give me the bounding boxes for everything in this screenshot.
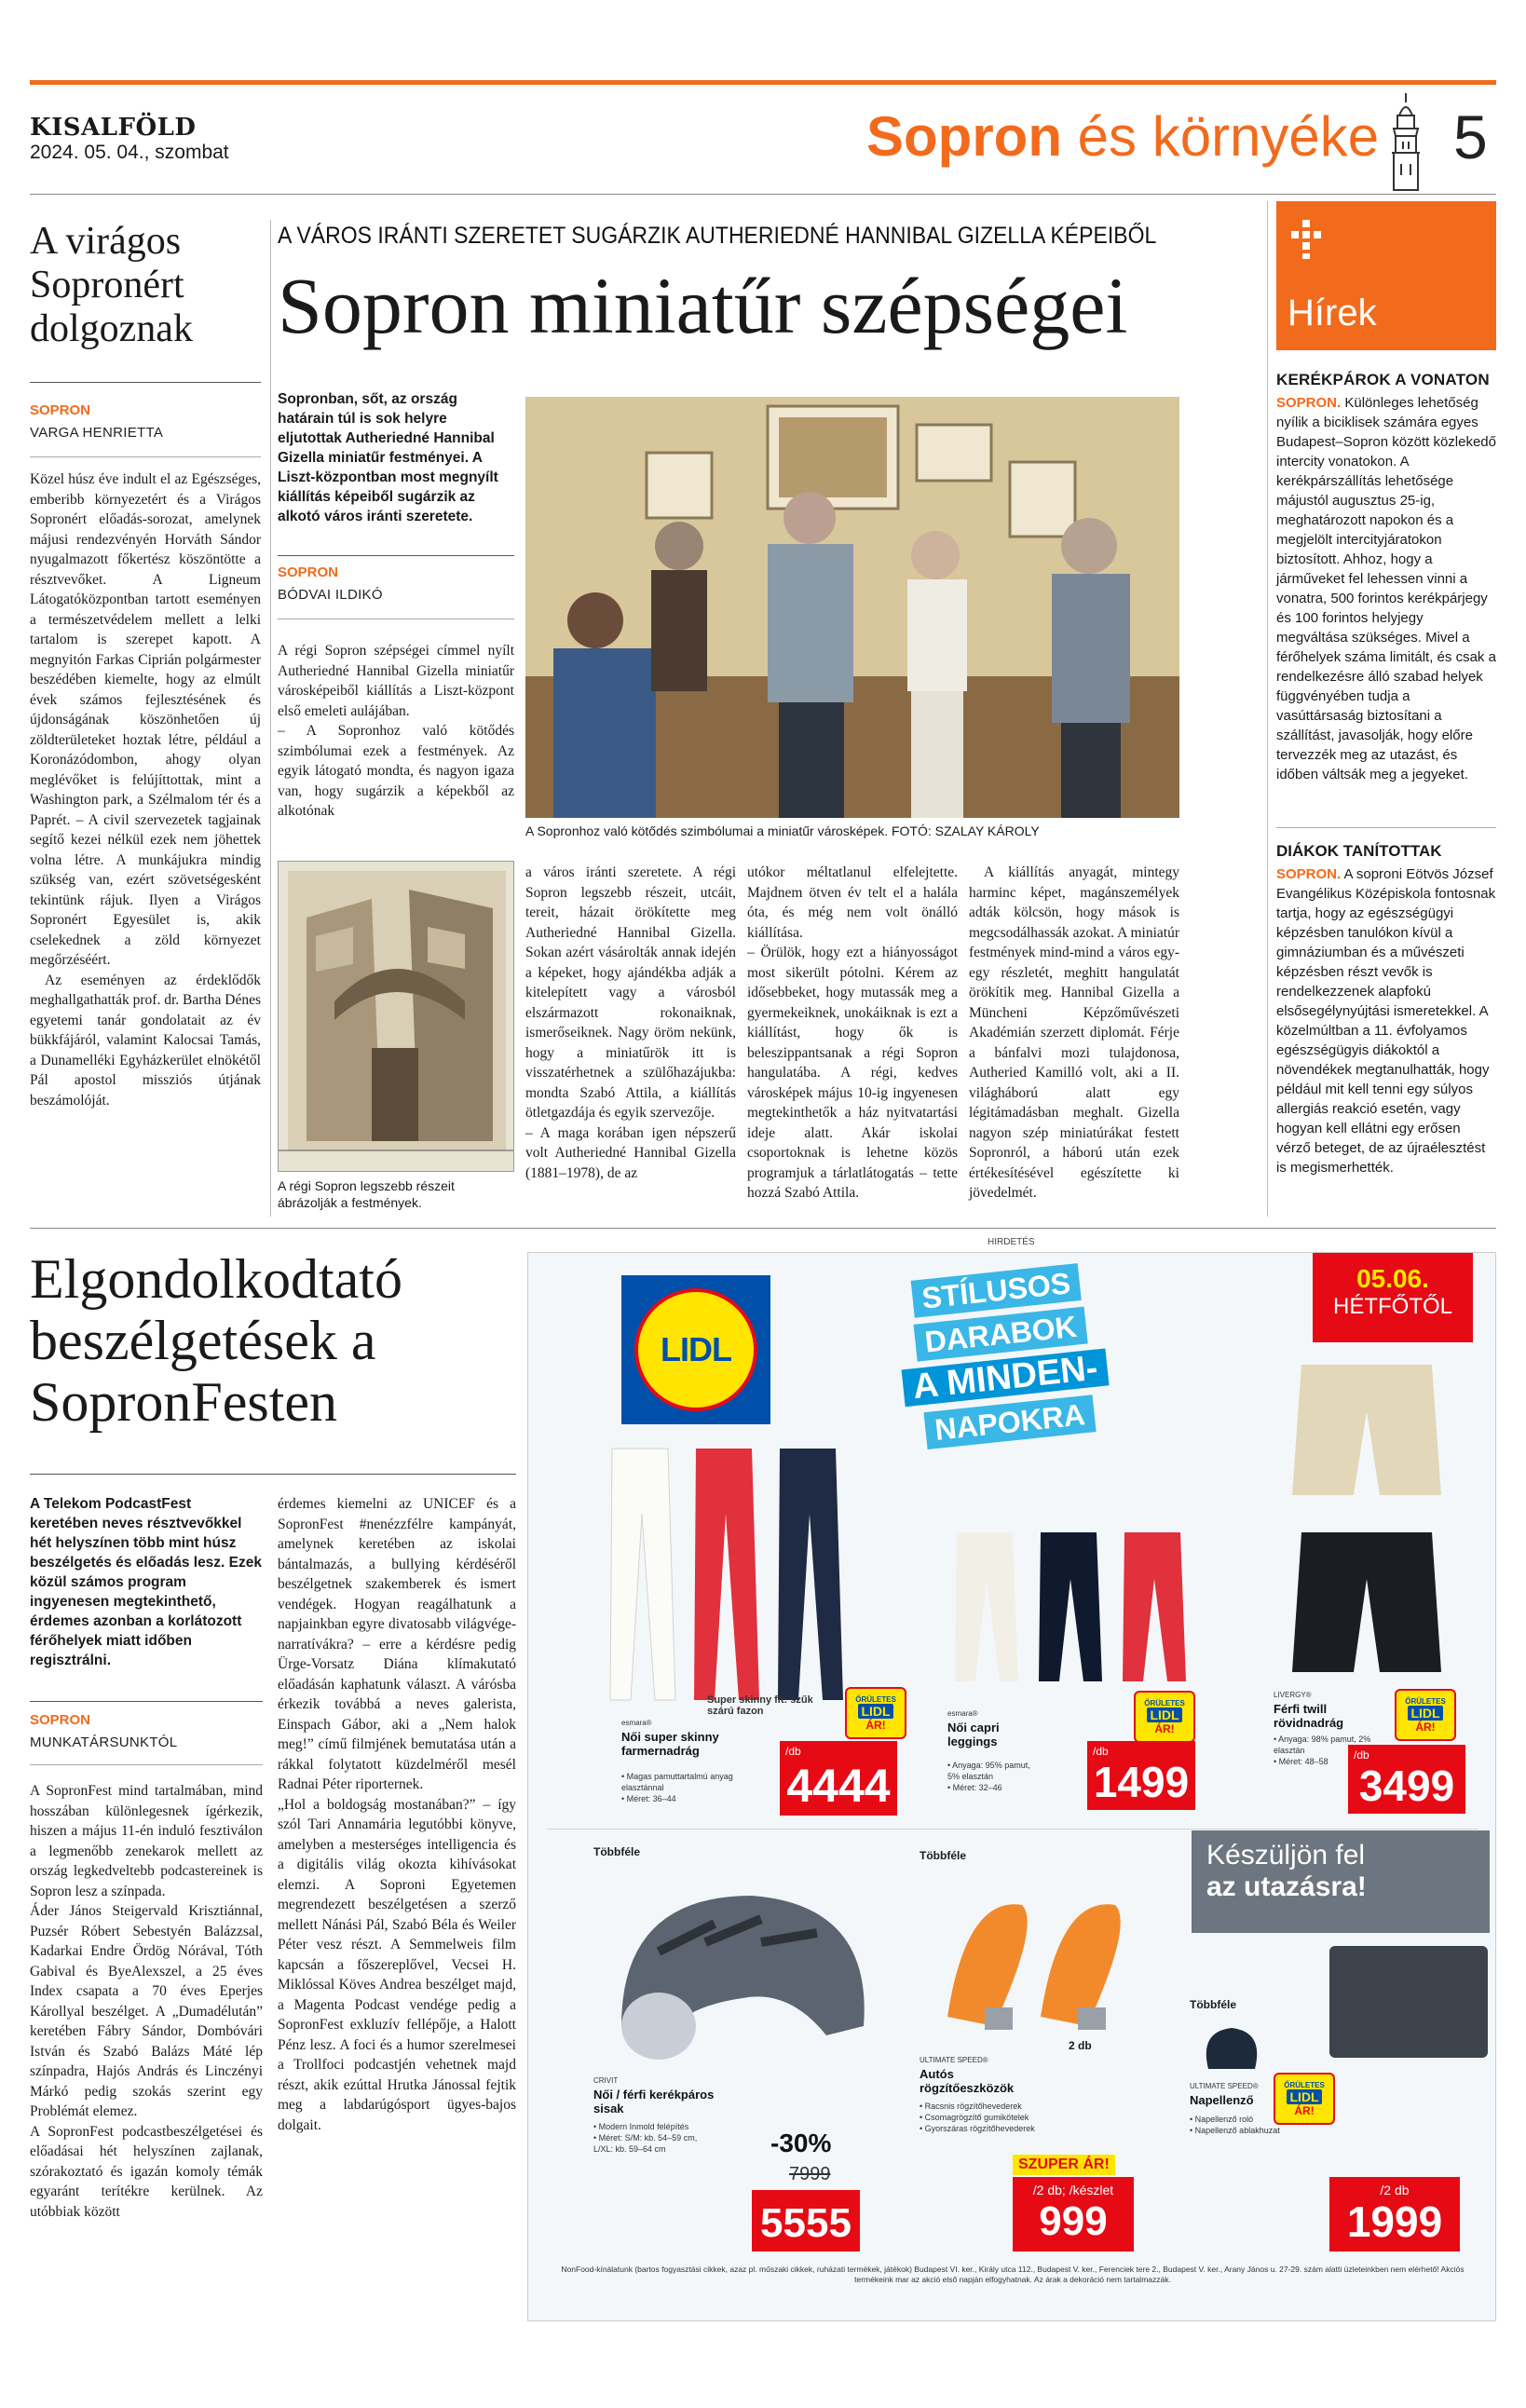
sidebar-item-1-heading: KERÉKPÁROK A VONATON [1276,371,1490,388]
shorts-name: Férfi twill rövidnadrág [1274,1702,1344,1730]
firewatch-tower-icon [1377,89,1435,194]
sunshade-name: Napellenző [1190,2093,1254,2107]
sidebar-item-1-city: SOPRON. [1276,395,1342,411]
ad-day: HÉTFŐTŐL [1332,1294,1452,1319]
straps-brand: ULTIMATE SPEED® [920,2056,988,2064]
shorts-price: 3499 [1358,1762,1455,1810]
straps-price-box [1013,2177,1134,2252]
ad-slogan [874,1259,1133,1460]
sunshade-details: • Napellenző roló • Napellenző ablakhuzat [1190,2115,1280,2135]
helmet-image [603,1868,882,2073]
top-rule [30,80,1496,85]
left-article-title: A virágos Sopronért dolgoznak [30,220,193,350]
section-title [866,104,1379,170]
painting-image [278,861,514,1172]
badge-jeans-line1: ŐRÜLETES [855,1694,896,1704]
jeans-brand: esmara® [621,1719,652,1727]
leggings-image [938,1523,1218,1700]
telekom-icon [1288,218,1325,261]
main-kicker: A VÁROS IRÁNTI SZERETET SUGÁRZIK AUTHERIEDNÉ HANNIBAL GIZELLA KÉPEIBŐL [278,223,1157,249]
straps-super: SZUPER ÁR! [1013,2155,1115,2175]
straps-name: Autós rögzítőeszközök [920,2067,1015,2095]
main-title: Sopron miniatűr szépségei [278,261,1128,350]
sidebar-news-header [1276,201,1496,350]
masthead: KISALFÖLD [30,114,197,142]
helmet-price: 5555 [760,2200,852,2246]
slogan-line-1: STÍLUSOS [911,1263,1082,1318]
section-title-light: és környéke [1061,105,1380,168]
travel-banner [1192,1830,1490,1933]
badge-leggings-line2: LIDL [1147,1707,1181,1722]
sidebar-item-1-text: Különleges lehetőség nyílik a biciklisek számára egyes Budapest–Sopron között közlekedő intercity vonatokon. A kerékpárszállítás lehetősége májustól augusztus 25-ig, meghatározott napokon és a megjelölt intercityjáratokon biztosított. Ahhoz, hogy a járműveket fel lehessen vinni a vonatra, 500 forintos kerékpárjegy és 100 forintos helyjegy megváltása szükséges. Mivel a férőhelyek száma limitált, és csak a rendelkezésre álló szabad helyek függvényében tudja a vasúttársaság biztosítani a szállítást, javasolják, hogy előre tervezzék meg az utazást, és időben váltsák meg a jegyeket. [1276,395,1496,782]
straps-qty: 2 db [1069,2039,1092,2052]
sidebar-item-2-text: A soproni Eötvös József Evangélikus Középiskola fontosnak tartja, hogy az egészségügyi képzésben tanulókon kívül a gimnáziumban és a művészeti képzésben részt vevők is rendelkezzenek alapfokú elsősegélynyújtási ismeretekkel. A közelmúltban a 11. évfolyamos egészségügyis diákoktól a növendékek megtanulhatták, hogy például mit kell tenni egy súlyos allergiás reakció esetén, vagy hogyan kell ellátni egy erősen vérző beteget, de az újraélesztést is megismerhették. [1276,866,1496,1176]
slogan-line-2: DARABOK [914,1307,1088,1362]
left-article-body [30,469,261,1110]
jeans-price: 4444 [786,1760,891,1812]
badge-jeans [845,1687,906,1739]
badge-shorts [1395,1689,1456,1741]
main-col2: a város iránti szeretete. A régi Sopron legszebb részeit, utcáit, tereit, házait örökítette meg Autheriedné Hannibal Gizella. Sokan azért vásárolták annak idején a képeket, hogy ajándékba adják a kitelepített vagy a városból elszármazott rokonaiknak, ismerőseiknek. Nagy öröm nekünk, hogy a miniatűrök itt is visszatérhetnek a szülőhazájukba: mondta Szabó Attila, a kiállítás ötletgazdája és egyik szervezője. – A maga korában igen népszerű volt Autheriedné Hannibal Gizella (1881–1978), de az [525,864,736,1181]
sunshade-brand: ULTIMATE SPEED® [1190,2082,1259,2090]
shorts-image [1264,1355,1469,1691]
left-article-city: SOPRON [30,402,91,418]
sidebar-item-1-body [1276,393,1496,784]
badge-sunshade-line2: LIDL [1287,2089,1321,2104]
left-title-rule [30,382,261,383]
bottom-col2: érdemes kiemelni az UNICEF és a SopronFest #nenézzfélre kampányát, amelynek keretében az iskolai bántalmazás, a bullying kérdéséről beszélgetnek szakemberek és ismert vendégek. Hogyan reagálhatunk a napjainkban egyre divatosabb világvége-narratívákra? – erre a kérdésre pedig Ürge-Vorsatz Diána klímakutató előadásán kaphatunk választ. A várósba érkezik továbbá a neves galerista, Einspach Gábor, aki a „Nem halok meg!” című filmjének bemutatása után a rákkal folytatott küzdelméről mesél Radnai Péter riporternek. „Hol a boldogság mostanában?” – így szól Tari Annamária legutóbbi könyve, amelyben a mesterséges intelligencia és a digitális világ okozta kihívásokat elemzi. A Soproni Egyetemen megrendezett beszélgetésen a szerző mellett Nánási Pál, Szabó Béla és Weiler Péter vesz részt. A Semmelweis film kapcsán a főszereplővel, Vecsei H. Miklóssal Köves Andrea beszélget majd, a Magenta Podcast vendége pedig a SopronFest exkluzív fellépője, a Halott Pénz lesz. A foci és a humor szerelmesei a Trollfoci podcastjén vehetnek majd részt, akik ezúttal Hrutka Jánossal fejtik meg a labdarúgósport ügyes-bajos dolgait. [278,1496,516,2133]
ad-label: HIRDETÉS [988,1237,1035,1247]
left-article-author: VARGA HENRIETTA [30,425,164,441]
lidl-ad [527,1252,1496,2321]
travel-banner-line-2: az utazásra! [1206,1871,1367,1902]
painting-caption: A régi Sopron legszebb részeit ábrázolják a festmények. [278,1178,455,1210]
sunshade-price: 1999 [1346,2197,1443,2246]
jeans-unit: /db [785,1745,801,1758]
ad-date: 05.06. [1356,1264,1429,1293]
shorts-price-box [1348,1745,1465,1814]
sidebar-item-2-city: SOPRON. [1276,866,1342,882]
leggings-unit: /db [1093,1745,1109,1758]
helmet-details: • Modern Inmold felépítés • Méret: S/M: kb. 54–59 cm, L/XL: kb. 59–64 cm [593,2122,698,2154]
main-lead-rule [278,555,514,556]
sidebar-item-2-heading: DIÁKOK TANÍTOTTAK [1276,842,1442,860]
shorts-brand: LIVERGY® [1274,1691,1312,1699]
bottom-city: SOPRON [30,1712,91,1728]
helmet-old-price: 7999 [789,2164,831,2184]
sunshade-image [1329,1946,1488,2058]
straps-details: • Racsnis rögzítőhevederek • Csomagrögzítő gumikötelek • Gyorszáras rögzítőhevederek [920,2102,1035,2133]
badge-leggings [1134,1691,1195,1743]
straps-tag: Többféle [920,1849,966,1862]
left-paragraph-1: Közel húsz éve indult el az Egészséges, emberibb környezetért és a Virágos Sopronért előadás-sorozat, amelynek májusi rendezvényén Horváth Sándor nyugalmazott főkertész köszöntötte a résztvevőket. A Ligneum Látogatóközpontban tartott eseményen a természetvédelem mellett a lelki tartalom is szerepet kapott. A megnyitón Farkas Ciprián polgármester beszédében kiemelte, hogy az elmúlt évek számos fejlesztésének és újdonságának köszönhetően új zöldterületeket hoztak létre, például a Koronázódombon, ahogy olyan meglévőket is felújíttottak, mint a Washington park, a Szélmalom tér és a Paprét. – A civil szervezetek tagjainak segítő kezei nélkül ezek nem jöhettek volna létre. A munkájukra mindig szükség van, ezért szövetségesként tekintünk rájuk. Ilyen a Virágos Sopronért Egyesület is, akik cselekednek a zöld környezet megőrzéséért. [30,471,261,968]
leggings-name: Női capri leggings [947,1721,1000,1748]
main-lead: Sopronban, sőt, az ország határain túl is sok helyre eljutottak Autheriedné Hannibal Gizella miniatűr festményei. A Liszt-központban most megnyílt kiállítás képeiből sugárzik az alkotó város iránti szeretete. [278,391,498,524]
bottom-title: Elgondolkodtató beszélgetések a SopronFesten [30,1248,402,1433]
column-divider-left [270,220,271,1217]
sidebar-item-1 [1276,371,1496,784]
badge-shorts-line1: ŐRÜLETES [1405,1696,1446,1706]
bottom-author: MUNKATÁRSUNKTÓL [30,1735,178,1750]
leggings-price: 1499 [1093,1758,1190,1806]
slogan-line-4: NAPOKRA [924,1394,1097,1449]
helmet-name: Női / férfi kerékpáros sisak [593,2088,715,2116]
sidebar-title: Hírek [1288,292,1377,333]
lidl-logo [621,1275,770,1424]
left-article [30,220,263,351]
bottom-byline-rule [30,1764,263,1765]
sidebar-item-2 [1276,842,1496,1177]
header-bottom-rule [30,194,1496,195]
shorts-unit: /db [1354,1748,1369,1762]
main-author: BÓDVAI ILDIKÓ [278,587,383,603]
main-col1: A régi Sopron szépségei címmel nyílt Autheriedné Hannibal Gizella miniatűr városképeiből kiállítás a Liszt-központ első emeleti aulájában. – A Sopronhoz való kötődés szimbólumai ezek a festmények. Az egyik látogató mondta, és nagyon igaza van, hogy sugárzik a képekből az alkotónak [278,643,514,819]
exhibition-photo [525,397,1179,818]
sidebar-item-2-body [1276,864,1496,1177]
sidebar-item-rule [1276,827,1496,828]
badge-shorts-line3: ÁR! [1415,1720,1436,1734]
straps-price: 999 [1039,2198,1108,2244]
leggings-price-box [1087,1741,1195,1810]
middle-separator [30,1228,1496,1229]
sunshade-tag: Többféle [1190,1998,1236,2011]
badge-shorts-line2: LIDL [1408,1706,1442,1721]
ad-footer: NonFood-kínálatunk (bartos fogyasztási cikkek, azaz pl. műszaki cikkek, ruházati termékek, játékok) Budapest VI. ker., Király utca 112., Budapest V. ker., Ferenciek tere 2., Budapest V. ker., Arany János u. 27-29. szám alatti üzleteinkben nem elérhető! Akciós termékeink mar az akció első napján elfogyhatnak. Az árak a dekoráció nem tartalmazzák. [561,2265,1465,2284]
sunshade-unit: /2 db [1380,2183,1410,2197]
photo-caption: A Sopronhoz való kötődés szimbólumai a miniatűr városképek. FOTÓ: SZALAY KÁROLY [525,823,1040,838]
jeans-image [593,1439,873,1709]
badge-jeans-line3: ÁR! [865,1718,886,1732]
straps-unit: /2 db; /készlet [1032,2183,1114,2197]
jeans-name: Női super skinny farmernadrág [621,1730,719,1758]
column-divider-right [1267,201,1268,1217]
jeans-note: Super skinny fit: szűk szárú fazon [707,1694,813,1717]
jeans-price-box [780,1741,897,1816]
main-col4: A kiállítás anyagát, mintegy harminc képet, magánszemélyek adták kölcsön, hogy mások is megcsodálhassák azokat. A miniatúr festmények mind-mind a város egy-egy részletét, meghitt hangulatát örökítik meg. Hannibal Gizella a Müncheni Képzőművészeti Akadémián szerzett diplomát. Férje a bánfalvi mozi tulajdonosa, Autheried Kamilló volt, aki a II. világháború alatt egy légitámadásban meghalt. Gizella nagyon szép miniatúrákat festett Sopronról, a háború után ezek értékesítésével egészítette ki jövedelmét. [969,864,1179,1201]
badge-leggings-line3: ÁR! [1154,1721,1175,1735]
left-paragraph-2: Az eseményen az érdeklődők meghallgathatták prof. dr. Bartha Dénes egyetemi tanár gondolatait az év bükkfájáról, valamint Kalocsai Tamás, a Dunamelléki Egyházkerület elnökétől Pál apostol missziós útjának beszámolóját. [30,972,261,1109]
main-col3: utókor méltatlanul elfelejtette. Majdnem ötven év telt el a halála óta, és még nem volt önálló kiállítása. – Örülök, hogy ezt a hiányosságot most sikerült pótolni. Kérem az idősebbeket, hogy mutassák meg a gyermekeiknek, unokáiknak is ezt a kiállítást, hogy ők is beleszippantsanak a régi Sopron hangulatába. A régi, kedves városképek május 10-ig ingyenesen megtekinthetők a ház nyitvatartási ideje alatt. Akár iskolai csoportoknak is lehetne közös programjuk a tárlatlátogatás – tette hozzá Szabó Attila. [747,864,958,1201]
shorts-details: • Anyaga: 98% pamut, 2% elasztán • Méret: 48–58 [1274,1735,1371,1766]
bottom-lead-rule [30,1701,263,1702]
sunshade-price-box [1329,2177,1460,2252]
badge-sunshade-line3: ÁR! [1294,2103,1315,2117]
page-number: 5 [1453,102,1488,171]
shade-bag-image [1199,2022,1264,2078]
left-byline-rule [30,456,261,457]
leggings-brand: esmara® [947,1709,978,1718]
ad-date-tag [1313,1253,1473,1342]
badge-leggings-line1: ŐRÜLETES [1144,1698,1185,1707]
main-city: SOPRON [278,565,339,580]
jeans-details: • Magas pamuttartalmú anyag elasztánnal • Méret: 36–44 [621,1772,733,1803]
leggings-details: • Anyaga: 95% pamut, 5% elasztán • Méret: 32–46 [947,1761,1030,1792]
bottom-title-rule [30,1474,516,1475]
helmet-discount: -30% [770,2129,832,2157]
travel-banner-line-1: Készüljön fel [1206,1840,1366,1871]
helmet-price-box [752,2190,860,2252]
bottom-col1: A SopronFest mind tartalmában, mind hosszában különlegesnek ígérkezik, hiszen a május 11-én induló fesztiválon a legmenőbb zenekarok mellett az ország legkedveltebb podcastereinek is Sopron lesz a színpada. Áder János Steigervald Krisztiánnal, Puzsér Róbert Sebestyén Balázzsal, Kadarkai Endre Ördög Nórával, Tóth Gabival és ByeAlexszel, a 25 éves Index csapata a 70 éves Eperjes Károllyal beszélget. A „Dumadélután” keretében Fábry Sándor, Dombóvári István és Szabó Balázs Máté lép színpadra, Hajós András és Linczényi Márkó pedig szokás szerint egy Problémát elemez. A SopronFest podcastbeszélgetései és előadásai hét helyszínen zajlanak, szórakoztató és igazán komoly témák egyaránt terítékre kerülnek. Az utóbbiak között [30,1783,263,2220]
ad-row-divider [547,1829,1478,1830]
issue-date: 2024. 05. 04., szombat [30,142,229,163]
badge-sunshade-line1: ŐRÜLETES [1284,2080,1325,2089]
section-title-bold: Sopron [866,105,1062,168]
slogan-line-3: A MINDEN- [902,1349,1109,1408]
helmet-brand: CRIVIT [593,2076,619,2085]
helmet-tag: Többféle [593,1845,640,1858]
bottom-lead: A Telekom PodcastFest keretében neves résztvevőkkel hét helyszínen több mint húsz beszélgetés és előadás lesz. Ezek közül számos program ingyenesen megtekinthető, érdemes azonban a korlátozott férőhelyek miatt időben regisztrálni. [30,1496,262,1668]
lidl-logo-text: LIDL [661,1330,731,1368]
straps-image [929,1868,1171,2054]
badge-jeans-line2: LIDL [858,1704,892,1719]
